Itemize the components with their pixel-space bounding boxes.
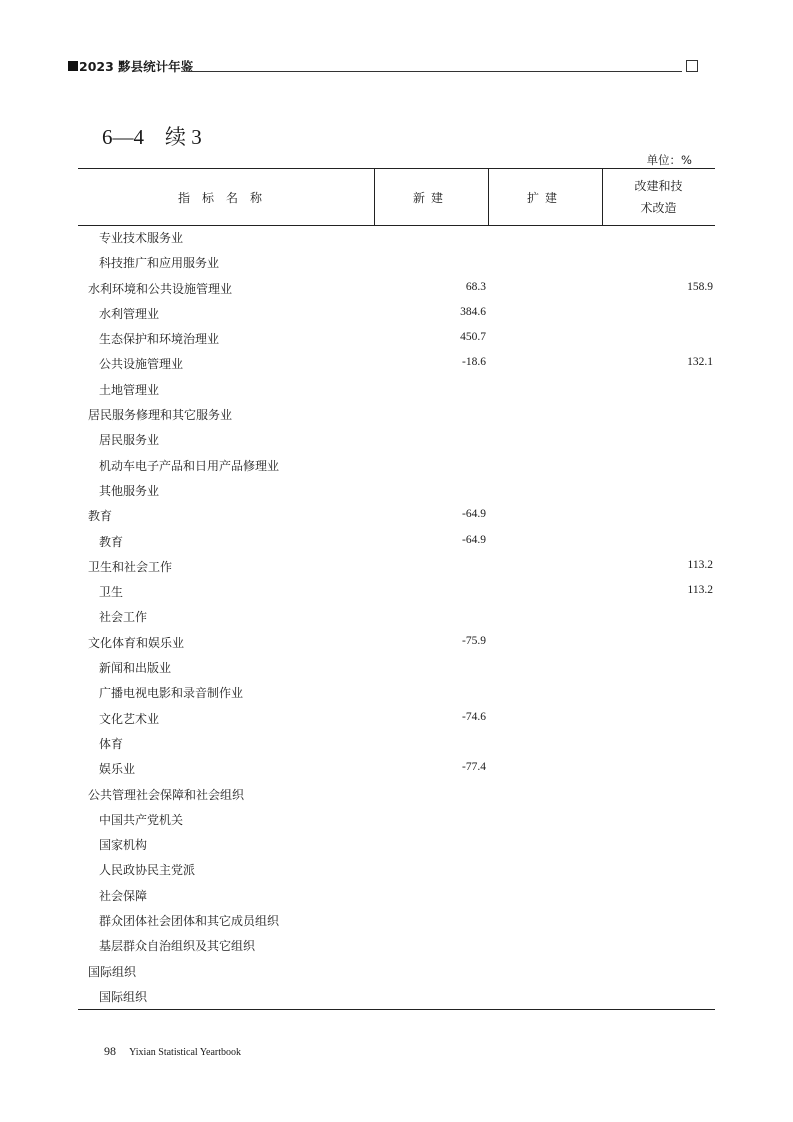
- row-indicator-name: 教育: [99, 534, 124, 549]
- row-value-new: -77.4: [462, 761, 486, 774]
- table-row: [78, 958, 715, 983]
- table-title: 6—4 续 3: [102, 125, 202, 149]
- row-indicator-name: 体育: [99, 736, 124, 751]
- row-indicator-name: 新闻和出版业: [99, 661, 172, 676]
- table-body: [78, 224, 715, 1008]
- header-indicator-name: 指标名称: [177, 190, 274, 205]
- row-indicator-name: 生态保护和环境治理业: [99, 332, 220, 347]
- empty-box-icon: [686, 60, 698, 72]
- running-header: [68, 57, 698, 75]
- row-indicator-name: 居民服务业: [99, 433, 160, 448]
- table-row: [78, 401, 715, 426]
- table-row: [78, 654, 715, 679]
- table-row: [78, 325, 715, 350]
- row-indicator-name: 基层群众自治组织及其它组织: [99, 939, 256, 954]
- row-value-new: -75.9: [462, 634, 486, 647]
- row-value-renovate: 132.1: [687, 356, 713, 369]
- row-indicator-name: 国家机构: [99, 838, 148, 853]
- table-row: [78, 249, 715, 274]
- row-indicator-name: 社会保障: [99, 888, 148, 903]
- table-row: [78, 629, 715, 654]
- table-row: [78, 603, 715, 628]
- table-row: [78, 477, 715, 502]
- table-row: [78, 300, 715, 325]
- table-row: [78, 578, 715, 603]
- row-indicator-name: 娱乐业: [99, 762, 136, 777]
- table-header: [78, 168, 715, 226]
- row-indicator-name: 群众团体社会团体和其它成员组织: [99, 914, 280, 929]
- yearbook-title: 2023 黟县统计年鉴: [79, 59, 194, 74]
- row-value-renovate: 158.9: [687, 280, 713, 293]
- table-row: [78, 781, 715, 806]
- unit-note: 单位：%: [646, 153, 692, 167]
- row-indicator-name: 国际组织: [99, 989, 148, 1004]
- row-indicator-name: 机动车电子产品和日用产品修理业: [99, 458, 280, 473]
- table-row: [78, 856, 715, 881]
- table-row: [78, 452, 715, 477]
- table-row: [78, 502, 715, 527]
- page-footer: [104, 1040, 241, 1059]
- table-row: [78, 983, 715, 1008]
- table-row: [78, 705, 715, 730]
- row-value-renovate: 113.2: [687, 584, 713, 597]
- table-row: [78, 275, 715, 300]
- table-row: [78, 907, 715, 932]
- header-renovate-line1: 改建和技: [634, 179, 683, 193]
- row-indicator-name: 居民服务修理和其它服务业: [88, 408, 233, 423]
- header-expand: 扩建: [526, 190, 563, 205]
- header-renovate-line2: 术改造: [640, 201, 677, 215]
- row-value-renovate: 113.2: [687, 558, 713, 571]
- row-indicator-name: 广播电视电影和录音制作业: [99, 686, 244, 701]
- table-row: [78, 426, 715, 451]
- row-indicator-name: 其他服务业: [99, 483, 160, 498]
- table-row: [78, 882, 715, 907]
- table-row: [78, 350, 715, 375]
- row-indicator-name: 水利管理业: [99, 306, 160, 321]
- table-row: [78, 755, 715, 780]
- row-indicator-name: 文化体育和娱乐业: [88, 635, 185, 650]
- row-indicator-name: 人民政协民主党派: [99, 863, 196, 878]
- table-row: [78, 831, 715, 856]
- row-indicator-name: 公共管理社会保障和社会组织: [88, 787, 245, 802]
- row-indicator-name: 科技推广和应用服务业: [99, 256, 220, 271]
- row-value-new: -74.6: [462, 710, 486, 723]
- row-value-new: -64.9: [462, 533, 486, 546]
- row-indicator-name: 教育: [88, 509, 113, 524]
- row-indicator-name: 专业技术服务业: [99, 231, 184, 245]
- row-value-new: -64.9: [462, 508, 486, 521]
- table-row: [78, 730, 715, 755]
- table-row: [78, 679, 715, 704]
- row-indicator-name: 水利环境和公共设施管理业: [88, 281, 233, 296]
- row-indicator-name: 土地管理业: [99, 382, 160, 397]
- row-indicator-name: 国际组织: [88, 964, 137, 979]
- table-row: [78, 376, 715, 401]
- row-indicator-name: 公共设施管理业: [99, 357, 184, 372]
- header-rule: [188, 71, 682, 72]
- header-renovate: [602, 169, 715, 225]
- page-number: 98: [104, 1044, 116, 1058]
- table-bottom-rule: [78, 1009, 715, 1010]
- table-row: [78, 806, 715, 831]
- row-indicator-name: 卫生: [99, 585, 124, 600]
- table-row: [78, 553, 715, 578]
- row-value-new: 450.7: [460, 331, 486, 344]
- row-indicator-name: 文化艺术业: [99, 711, 160, 726]
- row-indicator-name: 卫生和社会工作: [88, 559, 173, 574]
- row-indicator-name: 社会工作: [99, 610, 148, 625]
- row-value-new: 384.6: [460, 305, 486, 318]
- header-new: 新建: [412, 190, 449, 205]
- english-yearbook-title: Yixian Statistical Yeartbook: [129, 1047, 242, 1058]
- row-value-new: 68.3: [465, 280, 486, 293]
- table-row: [78, 932, 715, 957]
- row-value-new: -18.6: [462, 356, 486, 369]
- square-bullet-icon: [68, 61, 78, 71]
- table-row: [78, 224, 715, 249]
- table-row: [78, 528, 715, 553]
- row-indicator-name: 中国共产党机关: [99, 812, 184, 827]
